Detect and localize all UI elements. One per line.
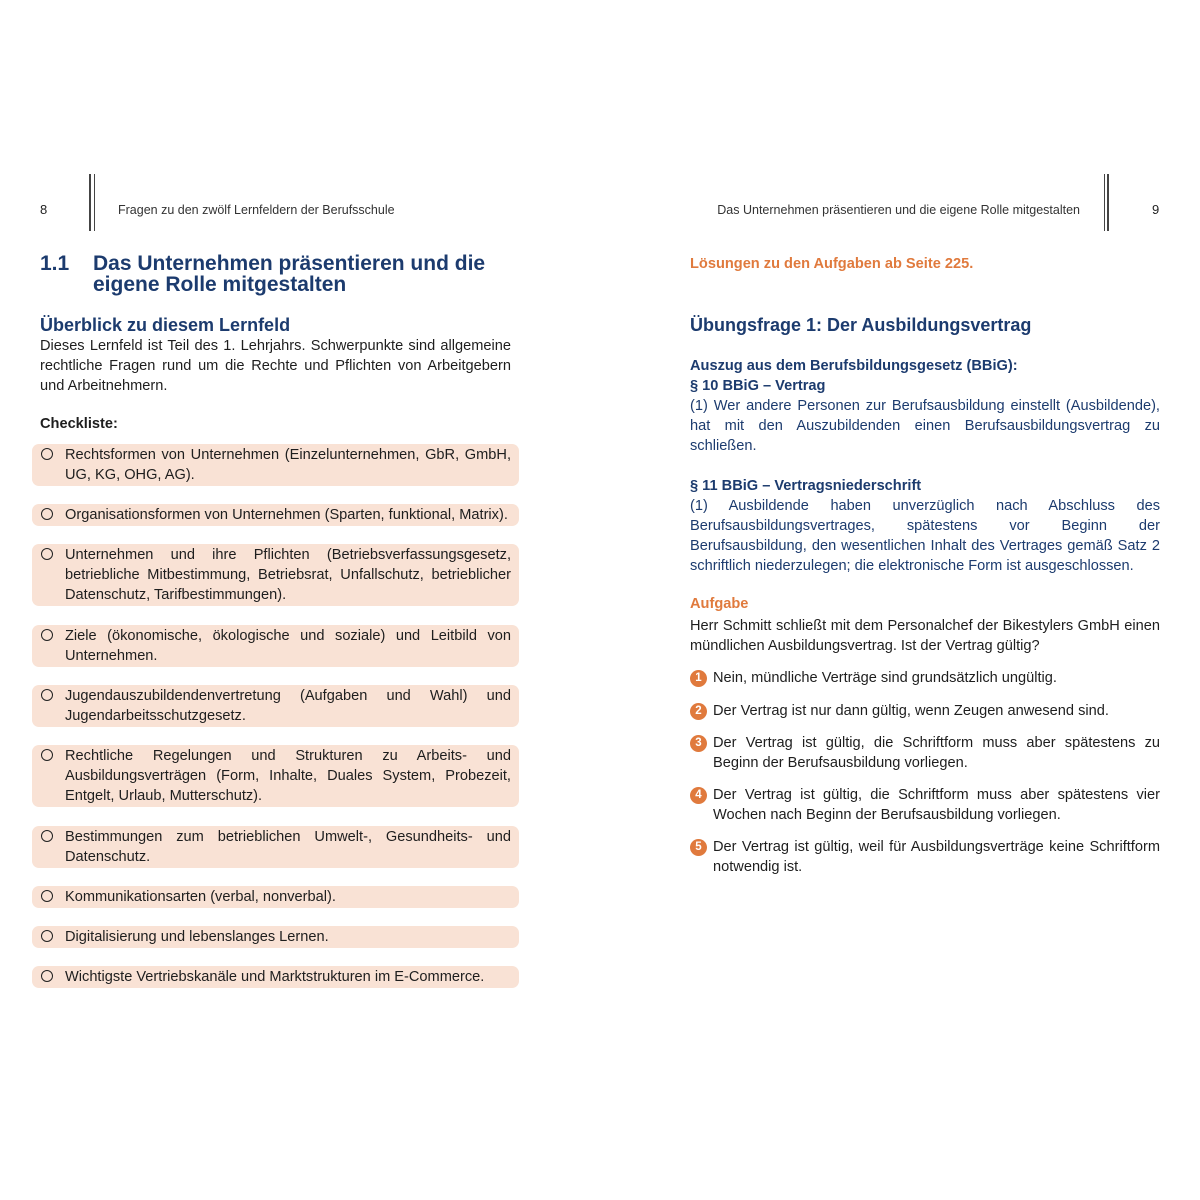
answer-option[interactable] bbox=[690, 668, 1160, 688]
checklist-item-text: Rechtliche Regelungen und Strukturen zu Arbeits- und Ausbildungsverträgen (Form, Inhalte, Duales System, Probezeit, Entgelt, Urlaub, Mutterschutz). bbox=[65, 748, 511, 804]
section-10-heading: § 10 BBiG – Vertrag bbox=[690, 378, 826, 394]
overview-text: Dieses Lernfeld ist Teil des 1. Lehrjahrs. Schwerpunkte sind allgemeine rechtliche Fragen rund um die Rechte und Pflichten von Arbeitgebern und Arbeitnehmern. bbox=[40, 338, 511, 394]
checklist-item-text: Bestimmungen zum betrieblichen Umwelt-, Gesundheits- und Datenschutz. bbox=[65, 829, 511, 865]
option-text: Der Vertrag ist nur dann gültig, wenn Zeugen anwesend sind. bbox=[713, 703, 1109, 719]
section-10-text: (1) Wer andere Personen zur Berufsausbildung einstellt (Ausbildende), hat mit den Auszubildenden einen Berufsausbildungsvertrag zu schließen. bbox=[690, 398, 1160, 454]
checklist-item[interactable] bbox=[32, 504, 519, 526]
option-text: Der Vertrag ist gültig, die Schriftform muss aber spätestens zu Beginn der Berufsausbildung vorliegen. bbox=[713, 735, 1160, 771]
section-11-heading: § 11 BBiG – Vertragsniederschrift bbox=[690, 478, 922, 494]
section-11-text: (1) Ausbildende haben unverzüglich nach Abschluss des Berufsausbildungsvertrages, spätestens vor Beginn der Berufsausbildung, den wesentlichen Inhalt des Vertrages gemäß Satz 2 schriftlich niederzulegen; die elektronische Form ist ausgeschlossen. bbox=[690, 498, 1160, 574]
checklist-item-text: Digitalisierung und lebenslanges Lernen. bbox=[65, 929, 329, 945]
checklist-item[interactable] bbox=[32, 544, 519, 606]
checklist-item-text: Ziele (ökonomische, ökologische und soziale) und Leitbild von Unternehmen. bbox=[65, 628, 511, 664]
law-excerpt-heading: Auszug aus dem Berufsbildungsgesetz (BBiG): bbox=[690, 358, 1018, 374]
option-text: Der Vertrag ist gültig, die Schriftform muss aber spätestens vier Wochen nach Beginn der Berufsausbildung vorliegen. bbox=[713, 787, 1160, 823]
checklist-item[interactable] bbox=[32, 826, 519, 868]
header-rule bbox=[1104, 174, 1105, 231]
checkbox-circle-icon[interactable] bbox=[41, 448, 53, 460]
checklist-item[interactable] bbox=[32, 625, 519, 667]
answer-option[interactable] bbox=[690, 701, 1160, 721]
checkbox-circle-icon[interactable] bbox=[41, 890, 53, 902]
page-number: 9 bbox=[1152, 202, 1160, 217]
solutions-note: Lösungen zu den Aufgaben ab Seite 225. bbox=[690, 256, 974, 272]
checklist-item[interactable] bbox=[32, 745, 519, 807]
checkbox-circle-icon[interactable] bbox=[41, 930, 53, 942]
checkbox-circle-icon[interactable] bbox=[41, 970, 53, 982]
header-rule bbox=[94, 174, 95, 231]
checklist-item-text: Unternehmen und ihre Pflichten (Betriebsverfassungsgesetz, betriebliche Mitbestimmung, Betriebsrat, Unfallschutz, betrieblicher Datenschutz, Tarifbestimmungen). bbox=[65, 547, 511, 603]
chapter-number: 1.1 bbox=[40, 252, 70, 275]
checklist-item-text: Kommunikationsarten (verbal, nonverbal). bbox=[65, 889, 336, 905]
option-number-badge: 4 bbox=[690, 787, 707, 804]
checkbox-circle-icon[interactable] bbox=[41, 548, 53, 560]
option-text: Der Vertrag ist gültig, weil für Ausbildungsverträge keine Schriftform notwendig ist. bbox=[713, 839, 1160, 875]
checklist-heading: Checkliste: bbox=[40, 416, 118, 432]
running-header: Das Unternehmen präsentieren und die eigene Rolle mitgestalten bbox=[717, 203, 1080, 217]
law-excerpt-section-11 bbox=[690, 476, 1160, 576]
running-header: Fragen zu den zwölf Lernfeldern der Berufsschule bbox=[118, 203, 395, 217]
checkbox-circle-icon[interactable] bbox=[41, 749, 53, 761]
checklist-item-text: Rechtsformen von Unternehmen (Einzelunternehmen, GbR, GmbH, UG, KG, OHG, AG). bbox=[65, 447, 511, 483]
checkbox-circle-icon[interactable] bbox=[41, 629, 53, 641]
checkbox-circle-icon[interactable] bbox=[41, 508, 53, 520]
chapter-title: Das Unternehmen präsentieren und die eigene Rolle mitgestalten bbox=[93, 252, 486, 296]
option-number-badge: 3 bbox=[690, 735, 707, 752]
checkbox-circle-icon[interactable] bbox=[41, 689, 53, 701]
option-number-badge: 2 bbox=[690, 703, 707, 720]
page-number: 8 bbox=[40, 202, 48, 217]
header-rule bbox=[89, 174, 91, 231]
question-heading: Übungsfrage 1: Der Ausbildungsvertrag bbox=[690, 315, 1032, 335]
task-text: Herr Schmitt schließt mit dem Personalchef der Bikestylers GmbH einen mündlichen Ausbildungsvertrag. Ist der Vertrag gültig? bbox=[690, 618, 1160, 654]
checklist-item-text: Jugendauszubildendenvertretung (Aufgaben und Wahl) und Jugendarbeitsschutzgesetz. bbox=[65, 688, 511, 724]
checklist-item-text: Wichtigste Vertriebskanäle und Marktstrukturen im E-Commerce. bbox=[65, 969, 485, 985]
answer-option[interactable] bbox=[690, 785, 1160, 825]
right-page bbox=[600, 0, 1200, 1200]
header-rule bbox=[1107, 174, 1109, 231]
checklist-item[interactable] bbox=[32, 926, 519, 948]
checklist-item[interactable] bbox=[32, 886, 519, 908]
option-number-badge: 1 bbox=[690, 670, 707, 687]
answer-option[interactable] bbox=[690, 837, 1160, 877]
task-heading: Aufgabe bbox=[690, 596, 749, 612]
checklist-item[interactable] bbox=[32, 444, 519, 486]
checklist-item-text: Organisationsformen von Unternehmen (Sparten, funktional, Matrix). bbox=[65, 507, 508, 523]
overview-heading: Überblick zu diesem Lernfeld bbox=[40, 315, 291, 335]
option-text: Nein, mündliche Verträge sind grundsätzlich ungültig. bbox=[713, 670, 1057, 686]
option-number-badge: 5 bbox=[690, 839, 707, 856]
checkbox-circle-icon[interactable] bbox=[41, 830, 53, 842]
checklist-item[interactable] bbox=[32, 966, 519, 988]
answer-option[interactable] bbox=[690, 733, 1160, 773]
law-excerpt-section-10 bbox=[690, 356, 1160, 456]
checklist-item[interactable] bbox=[32, 685, 519, 727]
